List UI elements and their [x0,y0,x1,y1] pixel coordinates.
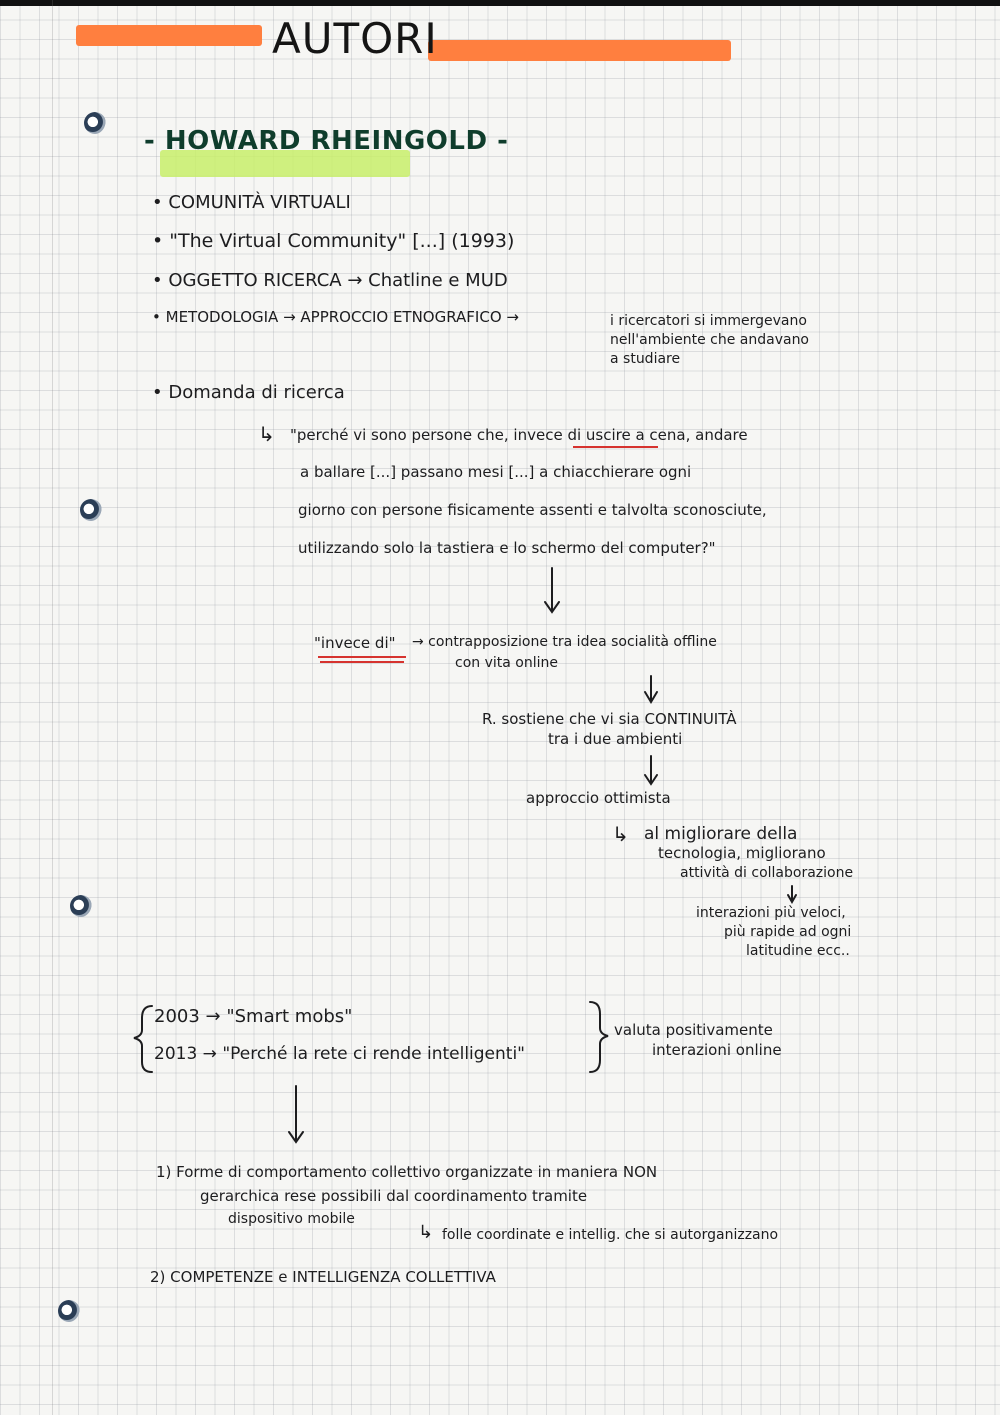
optimism-detail-line: tecnologia, migliorano [658,844,826,862]
point-1-line: 1) Forme di comportamento collettivo organizzate in maniera NON [156,1163,658,1181]
point-1-line: gerarchica rese possibili dal coordinamento tramite [200,1187,588,1205]
optimism-label: approccio ottimista [526,789,671,807]
corner-arrow-icon: ↳ [612,822,629,846]
page-title: AUTORI [272,14,438,63]
bullet-research-object: • OGGETTO RICERCA → Chatline e MUD [152,270,508,291]
right-brace-icon [590,1002,608,1072]
method-note-line: a studiare [610,351,681,367]
interaction-note-line: più rapide ad ogni [724,924,852,940]
optimism-detail-line: attività di collaborazione [680,865,854,881]
works-note-line: interazioni online [652,1041,782,1059]
quote-line: a ballare [...] passano mesi [...] a chiacchierare ogni [300,463,692,481]
interaction-note-line: interazioni più veloci, [696,905,846,921]
quote-line: giorno con persone fisicamente assenti e talvolta sconosciute, [298,501,767,519]
left-brace-icon [134,1006,152,1072]
corner-arrow-icon: ↳ [258,422,275,446]
research-question-label: • Domanda di ricerca [152,382,345,403]
contrast-term: "invece di" [314,634,396,652]
conclusion-line: tra i due ambienti [548,730,683,748]
corner-arrow-icon: ↳ [418,1222,434,1243]
method-note-line: i ricercatori si immergevano [610,313,807,329]
method-note-line: nell'ambiente che andavano [610,332,810,348]
conclusion-line: R. sostiene che vi sia CONTINUITÀ [482,710,737,728]
point-2: 2) COMPETENZE e INTELLIGENZA COLLETTIVA [150,1268,496,1286]
point-1-line: dispositivo mobile [228,1211,355,1227]
author-heading: - HOWARD RHEINGOLD - [144,126,509,156]
bullet-book-1993: • "The Virtual Community" [...] (1993) [152,230,515,252]
works-note-line: valuta positivamente [614,1021,773,1039]
bullet-methodology: • METODOLOGIA → APPROCCIO ETNOGRAFICO → [152,308,519,326]
quote-line: "perché vi sono persone che, invece di uscire a cena, andare [290,426,748,444]
bullet-virtual-communities: • COMUNITÀ VIRTUALI [152,192,351,213]
quote-line: utilizzando solo la tastiera e lo schermo del computer?" [298,539,716,557]
contrast-text-line: → contrapposizione tra idea socialità offline [412,634,717,650]
interaction-note-line: latitudine ecc.. [746,943,850,959]
contrast-text-line: con vita online [455,655,558,671]
work-2013: 2013 → "Perché la rete ci rende intelligenti" [154,1044,525,1064]
point-1-sub: folle coordinate e intellig. che si autorganizzano [442,1227,779,1243]
optimism-detail-line: al migliorare della [644,824,798,844]
work-2003: 2003 → "Smart mobs" [154,1006,353,1027]
